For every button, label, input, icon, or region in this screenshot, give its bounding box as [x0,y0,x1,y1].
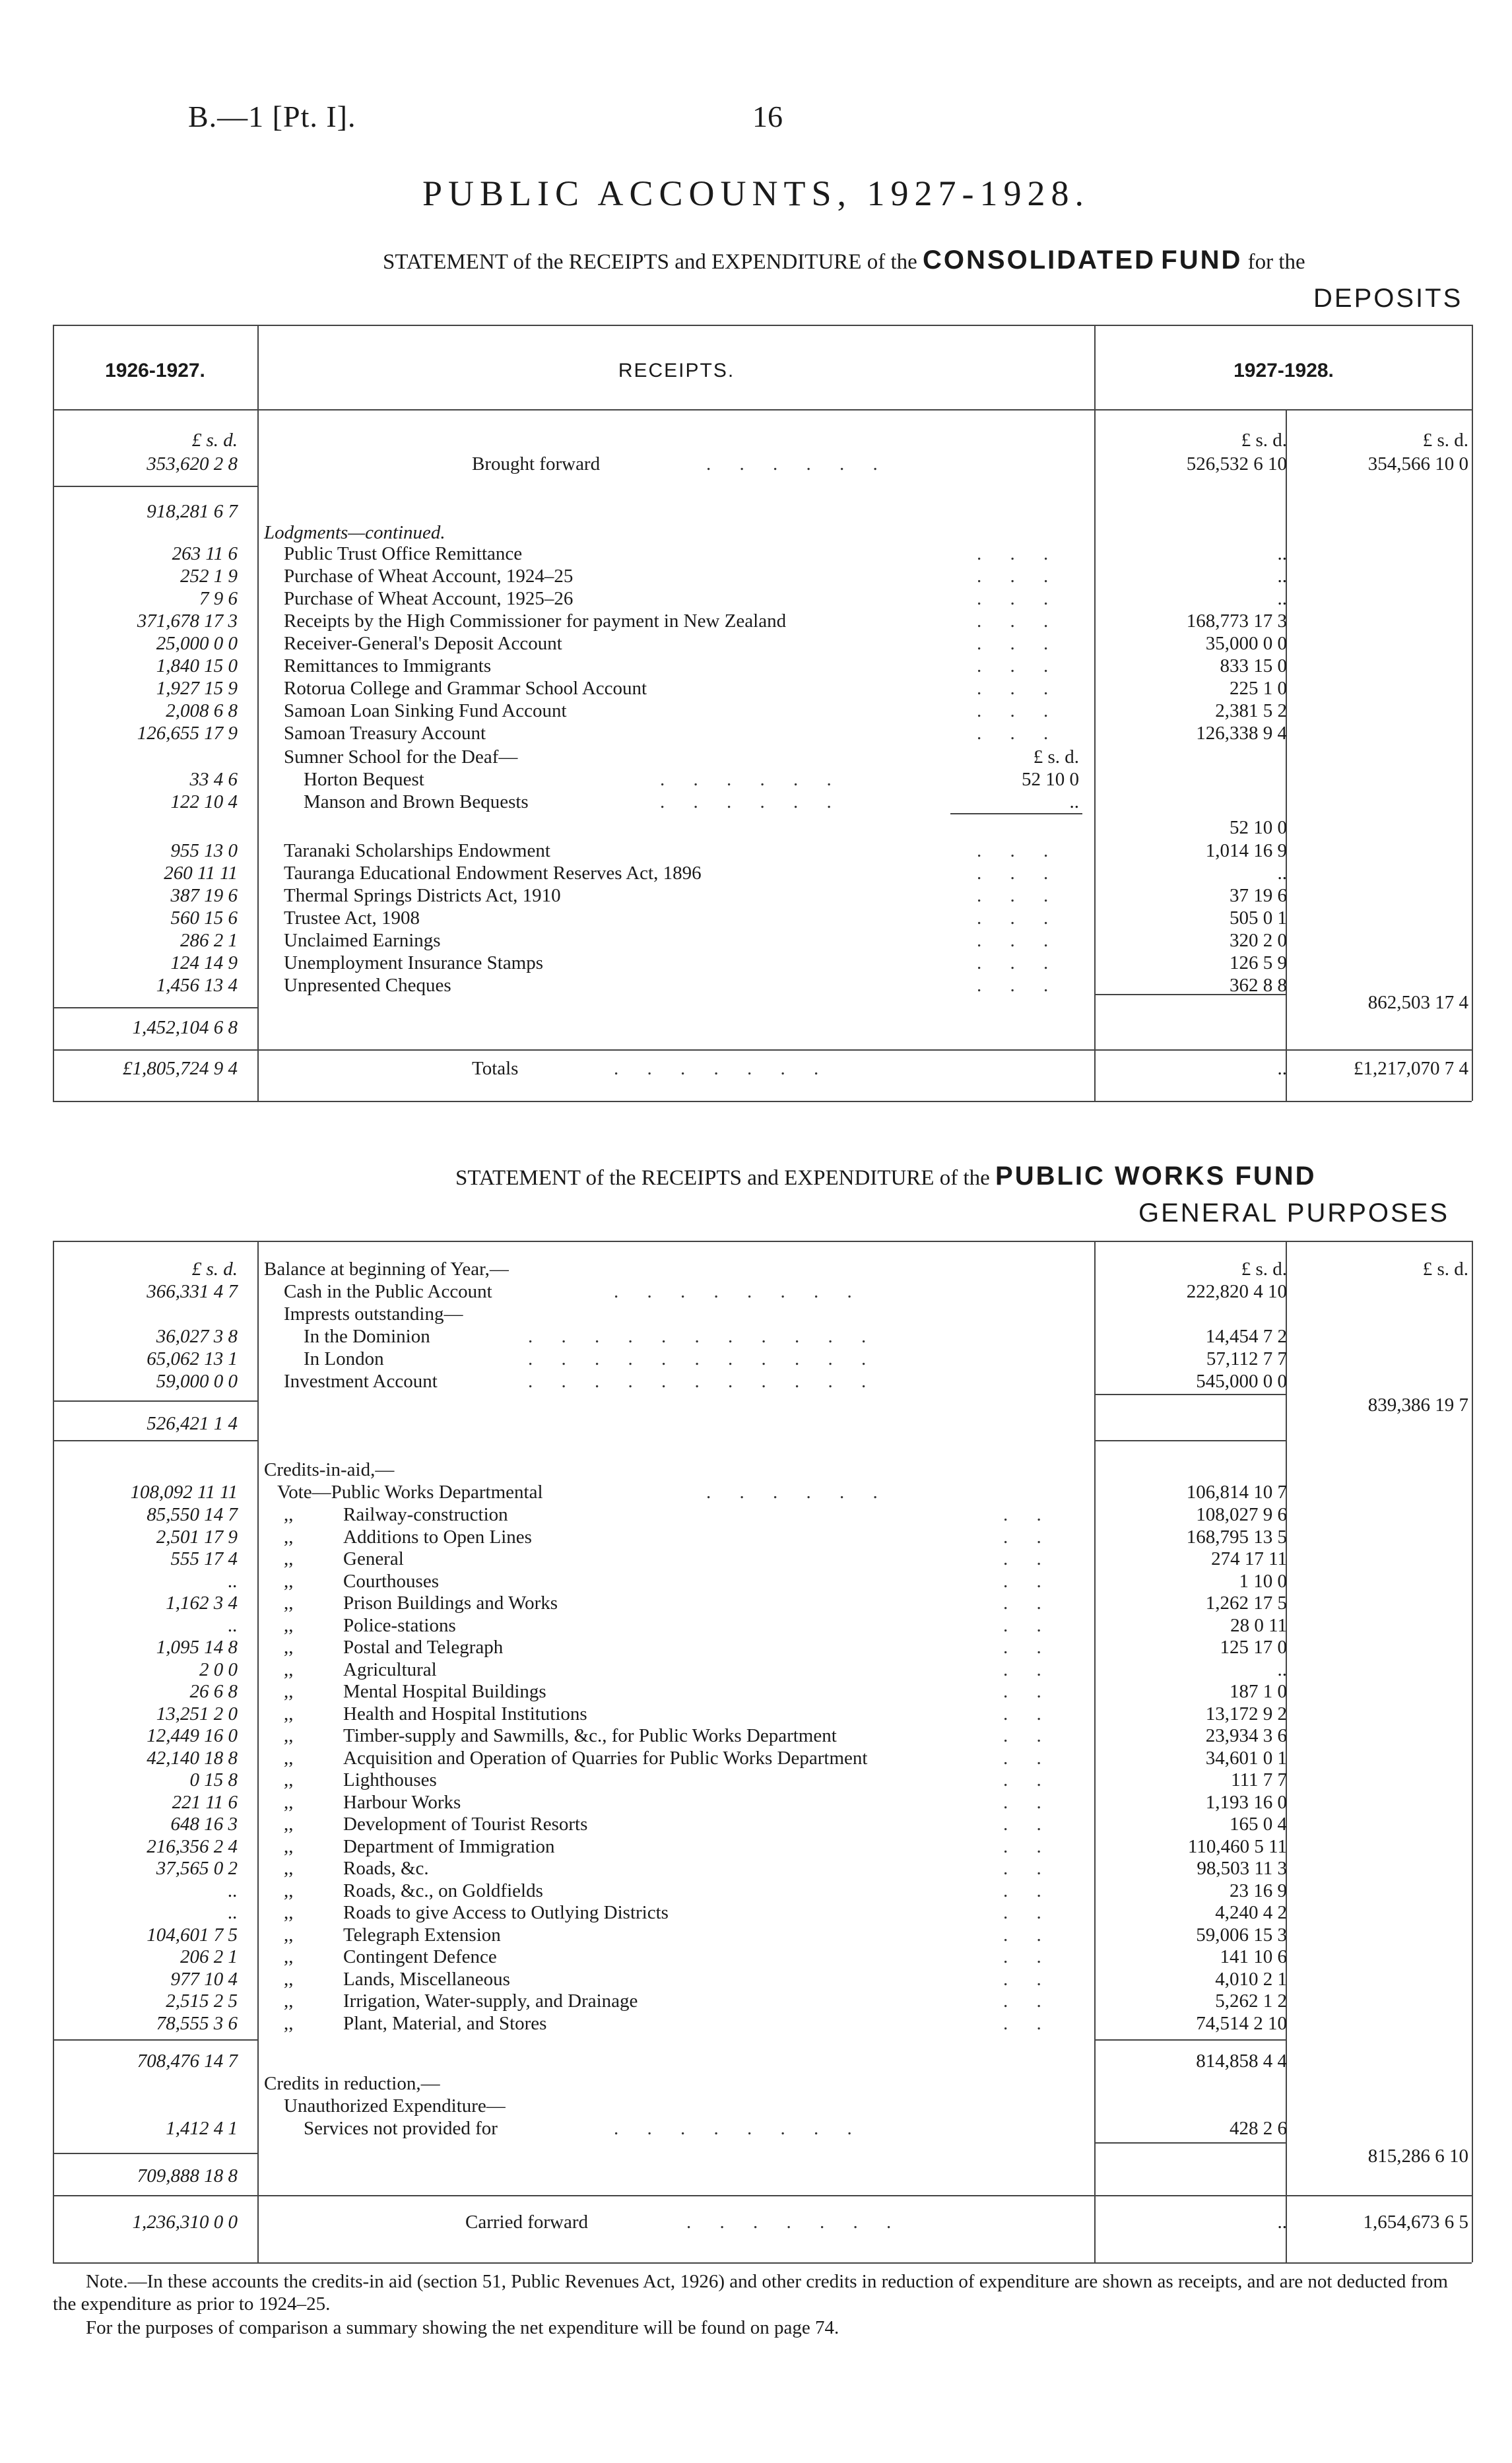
credit-row: 78,555 3 6 ,, Plant, Material, and Stores . . 74,514 2 10 [0,2012,1512,2035]
row-label: Taranaki Scholarships Endowment [284,840,550,861]
lodgment-row: 126,655 17 9 Samoan Treasury Account . . . 126,338 9 4 [0,722,1512,744]
unauth-heading [0,2095,1512,2117]
sumner-heading [0,746,1512,768]
row-label: Trustee Act, 1908 [284,907,420,929]
prev-amount: 1,927 15 9 [156,678,238,699]
amount-1927: 2,381 5 2 [1215,700,1287,721]
amount-1927: 126,338 9 4 [1196,723,1287,744]
amount-1927: .. [1277,543,1287,564]
lodgment-row: 25,000 0 0 Receiver-General's Deposit Account . . . 35,000 0 0 [0,632,1512,655]
amount-total: 354,566 10 0 [1367,453,1468,475]
prev-subtotal: 526,421 1 4 [147,1413,238,1434]
row-label: Contingent Defence [343,1946,497,1967]
deposits-total: 862,503 17 4 [1367,992,1468,1013]
prev-total: 709,888 18 8 [137,2165,238,2186]
prev-grand-total: £1,805,724 9 4 [123,1058,238,1079]
credit-row: 206 2 1 ,, Contingent Defence . . 141 10 6 [0,1946,1512,1968]
sub-amount: .. [1069,791,1079,812]
credit-row: 37,565 0 2 ,, Roads, &c. . . 98,503 11 3 [0,1857,1512,1880]
prev-amount: 366,331 4 7 [147,1281,238,1302]
row-label: Samoan Loan Sinking Fund Account [284,700,567,721]
grand-total: £1,217,070 7 4 [1354,1058,1468,1079]
row-label: Harbour Works [343,1791,461,1813]
column-header-1927-1928: 1927-1928. [1233,360,1334,381]
lodgment-row: 7 9 6 Purchase of Wheat Account, 1925–26 . . . .. [0,587,1512,610]
prev-amount: 25,000 0 0 [156,633,238,654]
credit-row: 2 0 0 ,, Agricultural . . .. [0,1658,1512,1681]
row-label: Lands, Miscellaneous [343,1968,510,1990]
row-label: Services not provided for [304,2118,498,2139]
row-label: Samoan Treasury Account [284,723,486,744]
sumner-row: 33 4 6 Horton Bequest . . . . . . 52 10 0 [0,768,1512,791]
prev-amount: 260 11 11 [164,863,238,884]
prev-amount: 2,515 2 5 [166,1990,238,2012]
amount-1927: 428 2 6 [1230,2118,1287,2139]
row-label: Prison Buildings and Works [343,1593,558,1614]
vote-label: Vote—Public Works Departmental [277,1482,543,1503]
lodgments-label: Lodgments—continued. [264,522,445,543]
credit-row: 42,140 18 8 ,, Acquisition and Operation of Quarries for Public Works Department . . 34,601 0 1 [0,1747,1512,1769]
carried-forward-row: 1,236,310 0 0 Carried forward . . . . . . . .. 1,654,673 6 5 [0,2211,1512,2233]
amount-1927: 108,027 9 6 [1196,1504,1287,1525]
prev-total: 1,452,104 6 8 [132,1017,238,1038]
credits-label: Credits-in-aid,— [264,1459,395,1480]
row-label: Unemployment Insurance Stamps [284,952,544,973]
credit-row: 26 6 8 ,, Mental Hospital Buildings . . 187 1 0 [0,1680,1512,1703]
credits-c1-total: 814,858 4 4 [1196,2051,1287,2072]
fund-name: PUBLIC WORKS FUND [995,1162,1317,1191]
prev-amount: 1,456 13 4 [156,975,238,996]
credit-row: 2,515 2 5 ,, Irrigation, Water-supply, and Drainage . . 5,262 1 2 [0,1990,1512,2012]
amount-1927: 34,601 0 1 [1205,1747,1287,1769]
prev-amount: .. [228,1570,238,1592]
row-label: Timber-supply and Sawmills, &c., for Public Works Department [343,1725,837,1746]
amount-1927: 23 16 9 [1230,1880,1287,1901]
prev-amount: 7 9 6 [199,588,238,609]
for-the: for the [1247,250,1305,274]
column-header-1926-1927: 1926-1927. [105,360,205,381]
lodgment-row: 252 1 9 Purchase of Wheat Account, 1924–25 . . . .. [0,565,1512,587]
row-label: Tauranga Educational Endowment Reserves Act, 1896 [284,863,702,884]
row-label: Manson and Brown Bequests [304,791,529,812]
lodgment-row: 387 19 6 Thermal Springs Districts Act, 1910 . . . 37 19 6 [0,884,1512,907]
row-label: Receiver-General's Deposit Account [284,633,562,654]
unauth-label: Unauthorized Expenditure— [284,2095,506,2117]
amount-1927: 168,795 13 5 [1186,1526,1287,1548]
amount-1927: 13,172 9 2 [1205,1703,1287,1724]
prev-amount: .. [228,1902,238,1923]
balance-prev-total-row [0,1412,1512,1435]
prev-amount: 371,678 17 3 [137,610,238,632]
credit-row: 555 17 4 ,, General . . 274 17 11 [0,1548,1512,1570]
balance-total: 839,386 19 7 [1367,1395,1468,1416]
brought-forward-row: 353,620 2 8 Brought forward . . . . . . 526,532 6 10 354,566 10 0 [0,453,1512,475]
consolidated-subtitle: DEPOSITS [1313,284,1463,313]
prev-amount: 263 11 6 [172,543,238,564]
amount-1927: 4,240 4 2 [1215,1902,1287,1923]
imprests-label: Imprests outstanding— [284,1303,463,1325]
row-label: In London [304,1348,384,1369]
lodgment-row: 371,678 17 3 Receipts by the High Commissioner for payment in New Zealand . . . 168,773 17 3 [0,610,1512,632]
fund-name: CONSOLIDATED [923,246,1156,275]
statement-prefix: STATEMENT of the RECEIPTS and EXPENDITURE of the [455,1166,990,1190]
row-label: Investment Account [284,1371,438,1392]
prev-amount: 124 14 9 [170,952,238,973]
amount-1927: 833 15 0 [1220,655,1287,676]
cash-row: 366,331 4 7 Cash in the Public Account . . . . . . . . 222,820 4 10 [0,1280,1512,1303]
subtotal-row [0,500,1512,523]
note-credits-in-aid: Note.—In these accounts the credits-in aid (section 51, Public Revenues Act, 1926) and other credits in reduction of expenditure are shown as receipts, and are not deducted from the expenditure as prior to 1924–25. [53,2271,1448,2315]
page-title: PUBLIC ACCOUNTS, 1927-1928. [422,174,1090,213]
row-label: Unpresented Cheques [284,975,451,996]
prev-amount: 1,412 4 1 [166,2118,238,2139]
amount-1927: 98,503 11 3 [1197,1858,1287,1879]
prev-amount: 387 19 6 [170,885,238,906]
credit-row: 1,095 14 8 ,, Postal and Telegraph . . 125 17 0 [0,1636,1512,1658]
amount-1927: 5,262 1 2 [1215,1990,1287,2012]
prev-amount: 286 2 1 [180,930,238,951]
prev-total2-row [0,2165,1512,2187]
lodgments-heading [0,521,1512,544]
sumner-total-row [0,816,1512,839]
prev-amount: 252 1 9 [180,566,238,587]
amount-1927: 225 1 0 [1230,678,1287,699]
lodgment-row: 955 13 0 Taranaki Scholarships Endowment . . . 1,014 16 9 [0,839,1512,862]
lodgment-row: 1,840 15 0 Remittances to Immigrants . . . 833 15 0 [0,655,1512,677]
balance-label: Balance at beginning of Year,— [264,1259,509,1280]
row-label: Unclaimed Earnings [284,930,441,951]
credit-row: 85,550 14 7 ,, Railway-construction . . 108,027 9 6 [0,1503,1512,1526]
row-label: Thermal Springs Districts Act, 1910 [284,885,561,906]
prev-amount: 59,000 0 0 [156,1371,238,1392]
investment-row: 59,000 0 0 Investment Account . . . . . . . . . . . 545,000 0 0 [0,1370,1512,1393]
prev-amount: 12,449 16 0 [147,1725,238,1746]
prev-subtotal: 918,281 6 7 [147,501,238,522]
prev-amount: 126,655 17 9 [137,723,238,744]
prev-amount: 42,140 18 8 [147,1747,238,1769]
units-c1: £ s. d. [1241,430,1287,451]
totals-label: Totals [472,1058,519,1079]
amount-1927: 165 0 4 [1230,1814,1287,1835]
public-works-statement-heading [455,1162,1317,1191]
prev-amount: 977 10 4 [170,1968,238,1990]
deposits-total-row [0,991,1512,1014]
amount-1927: 37 19 6 [1230,885,1287,906]
sumner-units: £ s. d. [1033,746,1079,768]
credit-row: .. ,, Courthouses . . 1 10 0 [0,1570,1512,1593]
amount-1927: 23,934 3 6 [1205,1725,1287,1746]
row-label: Public Trust Office Remittance [284,543,523,564]
prev-amount: 1,840 15 0 [156,655,238,676]
row-label: Department of Immigration [343,1835,555,1857]
sumner-label: Sumner School for the Deaf— [284,746,518,768]
prev-amount: 85,550 14 7 [147,1504,238,1525]
prev-amount: 108,092 11 11 [130,1482,238,1503]
amount-1927: .. [1277,1658,1287,1680]
amount-1927: .. [1277,863,1287,884]
amount-1927: 28 0 11 [1230,1614,1287,1636]
row-label: Cash in the Public Account [284,1281,492,1302]
amount-1927: 320 2 0 [1230,930,1287,951]
prev-amount: 353,620 2 8 [147,453,238,475]
vote-row: 108,092 11 11 Vote—Public Works Departmental . . . . . . 106,814 10 7 [0,1481,1512,1503]
amount-1927: 1,014 16 9 [1205,840,1287,861]
amount-1927: 1,193 16 0 [1205,1791,1287,1813]
amount-1927: 59,006 15 3 [1196,1924,1287,1946]
prev-amount: 122 10 4 [170,791,238,812]
totals-row: £1,805,724 9 4 Totals . . . . . . . .. £1,217,070 7 4 [0,1057,1512,1080]
credit-row: 1,162 3 4 ,, Prison Buildings and Works . . 1,262 17 5 [0,1592,1512,1614]
pw-units-row [0,1258,1512,1280]
imprests-heading [0,1303,1512,1325]
prev-total-row [0,1016,1512,1039]
row-label: Irrigation, Water-supply, and Drainage [343,1990,638,2012]
units-prev: £ s. d. [191,430,238,451]
lodgment-row: 1,456 13 4 Unpresented Cheques . . . 362 8 8 [0,974,1512,997]
row-label: Plant, Material, and Stores [343,2012,547,2034]
units-c1: £ s. d. [1241,1259,1287,1280]
credits-heading [0,1459,1512,1481]
credit-row: 648 16 3 ,, Development of Tourist Resorts . . 165 0 4 [0,1813,1512,1835]
imprest-row: 36,027 3 8 In the Dominion . . . . . . . . . . . 14,454 7 2 [0,1325,1512,1348]
units-row [0,429,1512,451]
prev-amount: 36,027 3 8 [156,1326,238,1347]
imprest-row: 65,062 13 1 In London . . . . . . . . . . . 57,112 7 7 [0,1348,1512,1370]
amount-1927: 526,532 6 10 [1186,453,1287,475]
prev-amount: 2 0 0 [199,1658,238,1680]
credit-row: .. ,, Roads, &c., on Goldfields . . 23 16 9 [0,1880,1512,1902]
amount-1927: 125 17 0 [1220,1637,1287,1658]
row-label: General [343,1548,404,1569]
row-label: Postal and Telegraph [343,1637,504,1658]
services-row: 1,412 4 1 Services not provided for . . . . . . . . 428 2 6 [0,2117,1512,2140]
amount-1927: 362 8 8 [1230,975,1287,996]
row-label: Additions to Open Lines [343,1526,532,1548]
amount-1927: 505 0 1 [1230,907,1287,929]
prev-credits-total: 708,476 14 7 [137,2051,238,2072]
row-label: Police-stations [343,1614,456,1636]
amount-1927: 4,010 2 1 [1215,1968,1287,1990]
row-label: Mental Hospital Buildings [343,1681,546,1702]
carried-label: Carried forward [465,2212,588,2233]
units-c2: £ s. d. [1422,1259,1468,1280]
prev-amount: 33 4 6 [189,769,238,790]
row-label: Brought forward [472,453,601,475]
row-label: Roads, &c., on Goldfields [343,1880,543,1901]
row-label: Purchase of Wheat Account, 1925–26 [284,588,574,609]
units-c2: £ s. d. [1422,430,1468,451]
row-label: Receipts by the High Commissioner for payment in New Zealand [284,610,787,632]
units-prev: £ s. d. [191,1259,238,1280]
row-label: Courthouses [343,1570,439,1592]
prev-amount: 1,095 14 8 [156,1637,238,1658]
prev-amount: 560 15 6 [170,907,238,929]
row-label: Telegraph Extension [343,1924,501,1946]
row-label: Agricultural [343,1658,437,1680]
lodgment-row: 260 11 11 Tauranga Educational Endowment Reserves Act, 1896 . . . .. [0,862,1512,884]
public-works-subtitle: GENERAL PURPOSES [1138,1199,1450,1228]
prev-amount: 78,555 3 6 [156,2012,238,2034]
lodgment-row: 124 14 9 Unemployment Insurance Stamps . . . 126 5 9 [0,952,1512,974]
lodgment-row: 286 2 1 Unclaimed Earnings . . . 320 2 0 [0,929,1512,952]
prev-amount: 1,162 3 4 [166,1593,238,1614]
amount-1927: 106,814 10 7 [1186,1482,1287,1503]
reduction-label: Credits in reduction,— [264,2073,440,2094]
prev-amount: 65,062 13 1 [147,1348,238,1369]
row-label: Railway-construction [343,1504,508,1525]
prev-amount: 104,601 7 5 [147,1924,238,1946]
prev-amount: 216,356 2 4 [147,1835,238,1857]
sumner-total: 52 10 0 [1230,817,1287,838]
prev-amount: .. [228,1880,238,1901]
credits-total: 815,286 6 10 [1367,2146,1468,2167]
statement-prefix: STATEMENT of the RECEIPTS and EXPENDITURE of the [383,250,917,274]
amount-1927: .. [1277,566,1287,587]
column-header-receipts: RECEIPTS. [618,360,735,381]
reduction-heading [0,2072,1512,2095]
row-label: Acquisition and Operation of Quarries for Public Works Department [343,1747,868,1769]
prev-amount: 13,251 2 0 [156,1703,238,1724]
prev-amount: 26 6 8 [189,1681,238,1702]
amount-1927: 14,454 7 2 [1205,1326,1287,1347]
amount-1927: 141 10 6 [1220,1946,1287,1967]
page-number: 16 [752,100,783,133]
amount-1927: 1 10 0 [1239,1570,1287,1592]
lodgment-row: 2,008 6 8 Samoan Loan Sinking Fund Account . . . 2,381 5 2 [0,700,1512,722]
row-label: Remittances to Immigrants [284,655,492,676]
totals-1927: .. [1277,1058,1287,1079]
amount-1927: 274 17 11 [1211,1548,1287,1569]
credit-row: 13,251 2 0 ,, Health and Hospital Institutions . . 13,172 9 2 [0,1703,1512,1725]
prev-amount: 206 2 1 [180,1946,238,1967]
amount-1927: 1,262 17 5 [1205,1593,1287,1614]
prev-amount: 955 13 0 [170,840,238,861]
amount-1927: 222,820 4 10 [1186,1281,1287,1302]
credit-row: 12,449 16 0 ,, Timber-supply and Sawmills, &c., for Public Works Department . . 23,934 3 6 [0,1724,1512,1747]
credits-total-row [0,2145,1512,2167]
prev-amount: 37,565 0 2 [156,1858,238,1879]
amount-1927: 57,112 7 7 [1206,1348,1287,1369]
prev-amount: .. [228,1614,238,1636]
row-label: Roads, &c. [343,1858,429,1879]
credit-row: 2,501 17 9 ,, Additions to Open Lines . . 168,795 13 5 [0,1526,1512,1548]
row-label: Horton Bequest [304,769,424,790]
credit-row: 221 11 6 ,, Harbour Works . . 1,193 16 0 [0,1791,1512,1814]
row-label: Rotorua College and Grammar School Account [284,678,647,699]
consolidated-statement-heading [383,246,1305,275]
row-label: Development of Tourist Resorts [343,1814,588,1835]
amount-1927: 187 1 0 [1230,1681,1287,1702]
amount-1927: 110,460 5 11 [1187,1835,1287,1857]
amount-1927: 168,773 17 3 [1186,610,1287,632]
fund-word: FUND [1161,246,1243,275]
prev-amount: 0 15 8 [189,1769,238,1790]
credit-row: 0 15 8 ,, Lighthouses . . 111 7 7 [0,1769,1512,1791]
carried-total: 1,654,673 6 5 [1363,2212,1468,2233]
amount-1927: 74,514 2 10 [1196,2012,1287,2034]
note-comparison: For the purposes of comparison a summary showing the net expenditure will be found on page 74. [86,2317,839,2338]
amount-1927: .. [1277,588,1287,609]
row-label: In the Dominion [304,1326,430,1347]
row-label: Health and Hospital Institutions [343,1703,587,1724]
prev-amount: 648 16 3 [170,1814,238,1835]
credits-totals-row [0,2050,1512,2072]
amount-1927: 545,000 0 0 [1196,1371,1287,1392]
amount-1927: 111 7 7 [1231,1769,1287,1790]
row-label: Lighthouses [343,1769,437,1790]
row-label: Purchase of Wheat Account, 1924–25 [284,566,574,587]
credit-row: .. ,, Police-stations . . 28 0 11 [0,1614,1512,1637]
prev-carried: 1,236,310 0 0 [132,2212,238,2233]
prev-amount: 2,008 6 8 [166,700,238,721]
amount-1927: 126 5 9 [1230,952,1287,973]
row-label: Roads to give Access to Outlying Districts [343,1902,669,1923]
prev-amount: 221 11 6 [172,1791,238,1813]
credit-row: 977 10 4 ,, Lands, Miscellaneous . . 4,010 2 1 [0,1968,1512,1990]
credit-row: .. ,, Roads to give Access to Outlying Districts . . 4,240 4 2 [0,1901,1512,1924]
document-reference: B.—1 [Pt. I]. [188,100,356,133]
lodgment-row: 263 11 6 Public Trust Office Remittance . . . .. [0,542,1512,565]
lodgment-row: 1,927 15 9 Rotorua College and Grammar School Account . . . 225 1 0 [0,677,1512,700]
sub-amount: 52 10 0 [1022,769,1079,790]
prev-amount: 555 17 4 [170,1548,238,1569]
carried-1927: .. [1277,2212,1287,2233]
prev-amount: 2,501 17 9 [156,1526,238,1548]
lodgment-row: 560 15 6 Trustee Act, 1908 . . . 505 0 1 [0,907,1512,929]
amount-1927: 35,000 0 0 [1205,633,1287,654]
sumner-row: 122 10 4 Manson and Brown Bequests . . . . . . .. [0,791,1512,813]
credit-row: 216,356 2 4 ,, Department of Immigration . . 110,460 5 11 [0,1835,1512,1858]
credit-row: 104,601 7 5 ,, Telegraph Extension . . 59,006 15 3 [0,1924,1512,1946]
